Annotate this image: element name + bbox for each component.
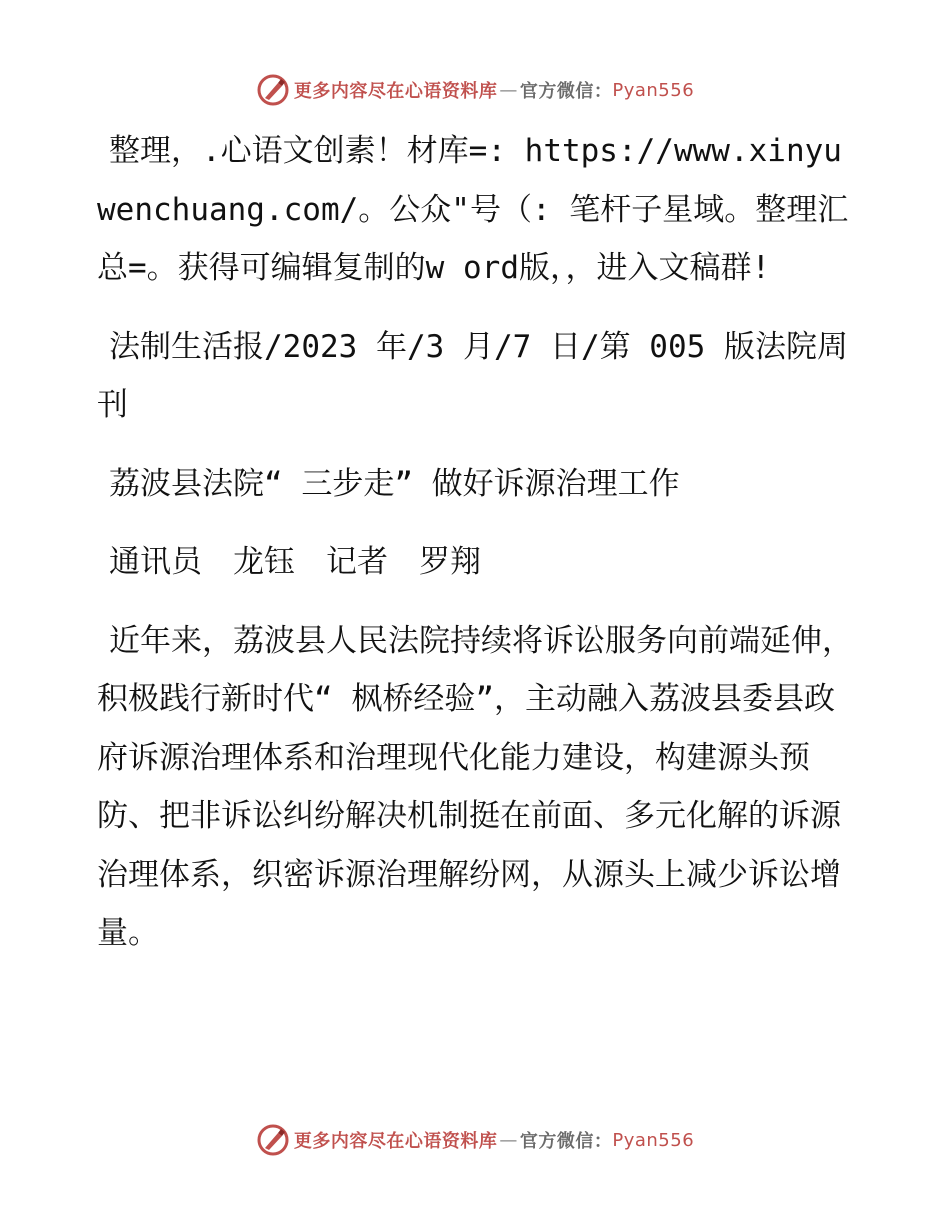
banner-separator: — [499,79,518,101]
banner-wechat-label: 官方微信： [519,1131,613,1152]
footer-banner [0,1120,950,1160]
banner-wechat-id: Pyan556 [612,1129,695,1151]
pen-logo-icon [256,73,290,107]
document-body [97,122,857,983]
banner-wechat-id: Pyan556 [612,79,695,101]
banner-main-text: 更多内容尽在心语资料库 [293,81,498,102]
body-paragraph: 近年来，荔波县人民法院持续将诉讼服务向前端延伸，积极践行新时代“ 枫桥经验”，主动融入荔波县委县政府诉源治理体系和治理现代化能力建设，构建源头预防、把非诉讼纠纷解决机制挺在前面、多元化解的诉源治理体系，织密诉源治理解纷网，从源头上减少诉讼增量。 [97,622,853,951]
intro-paragraph: 整理，.心语文创素！材库=: https://www.xinyuwenchuang.com/。公众"号（: 笔杆子星域。整理汇总=。获得可编辑复制的w ord版，，进入文稿群! [97,133,849,286]
source-line: 法制生活报/2023 年/3 月/7 日/第 005 版法院周刊 [97,328,848,423]
byline: 通讯员 龙钰 记者 罗翔 [109,544,481,580]
header-banner [0,70,950,110]
pen-logo-icon [256,1123,290,1157]
banner-wechat-label: 官方微信： [519,81,613,102]
banner-separator: — [499,1129,518,1151]
article-title: 荔波县法院“ 三步走” 做好诉源治理工作 [109,465,680,502]
banner-main-text: 更多内容尽在心语资料库 [293,1131,498,1152]
